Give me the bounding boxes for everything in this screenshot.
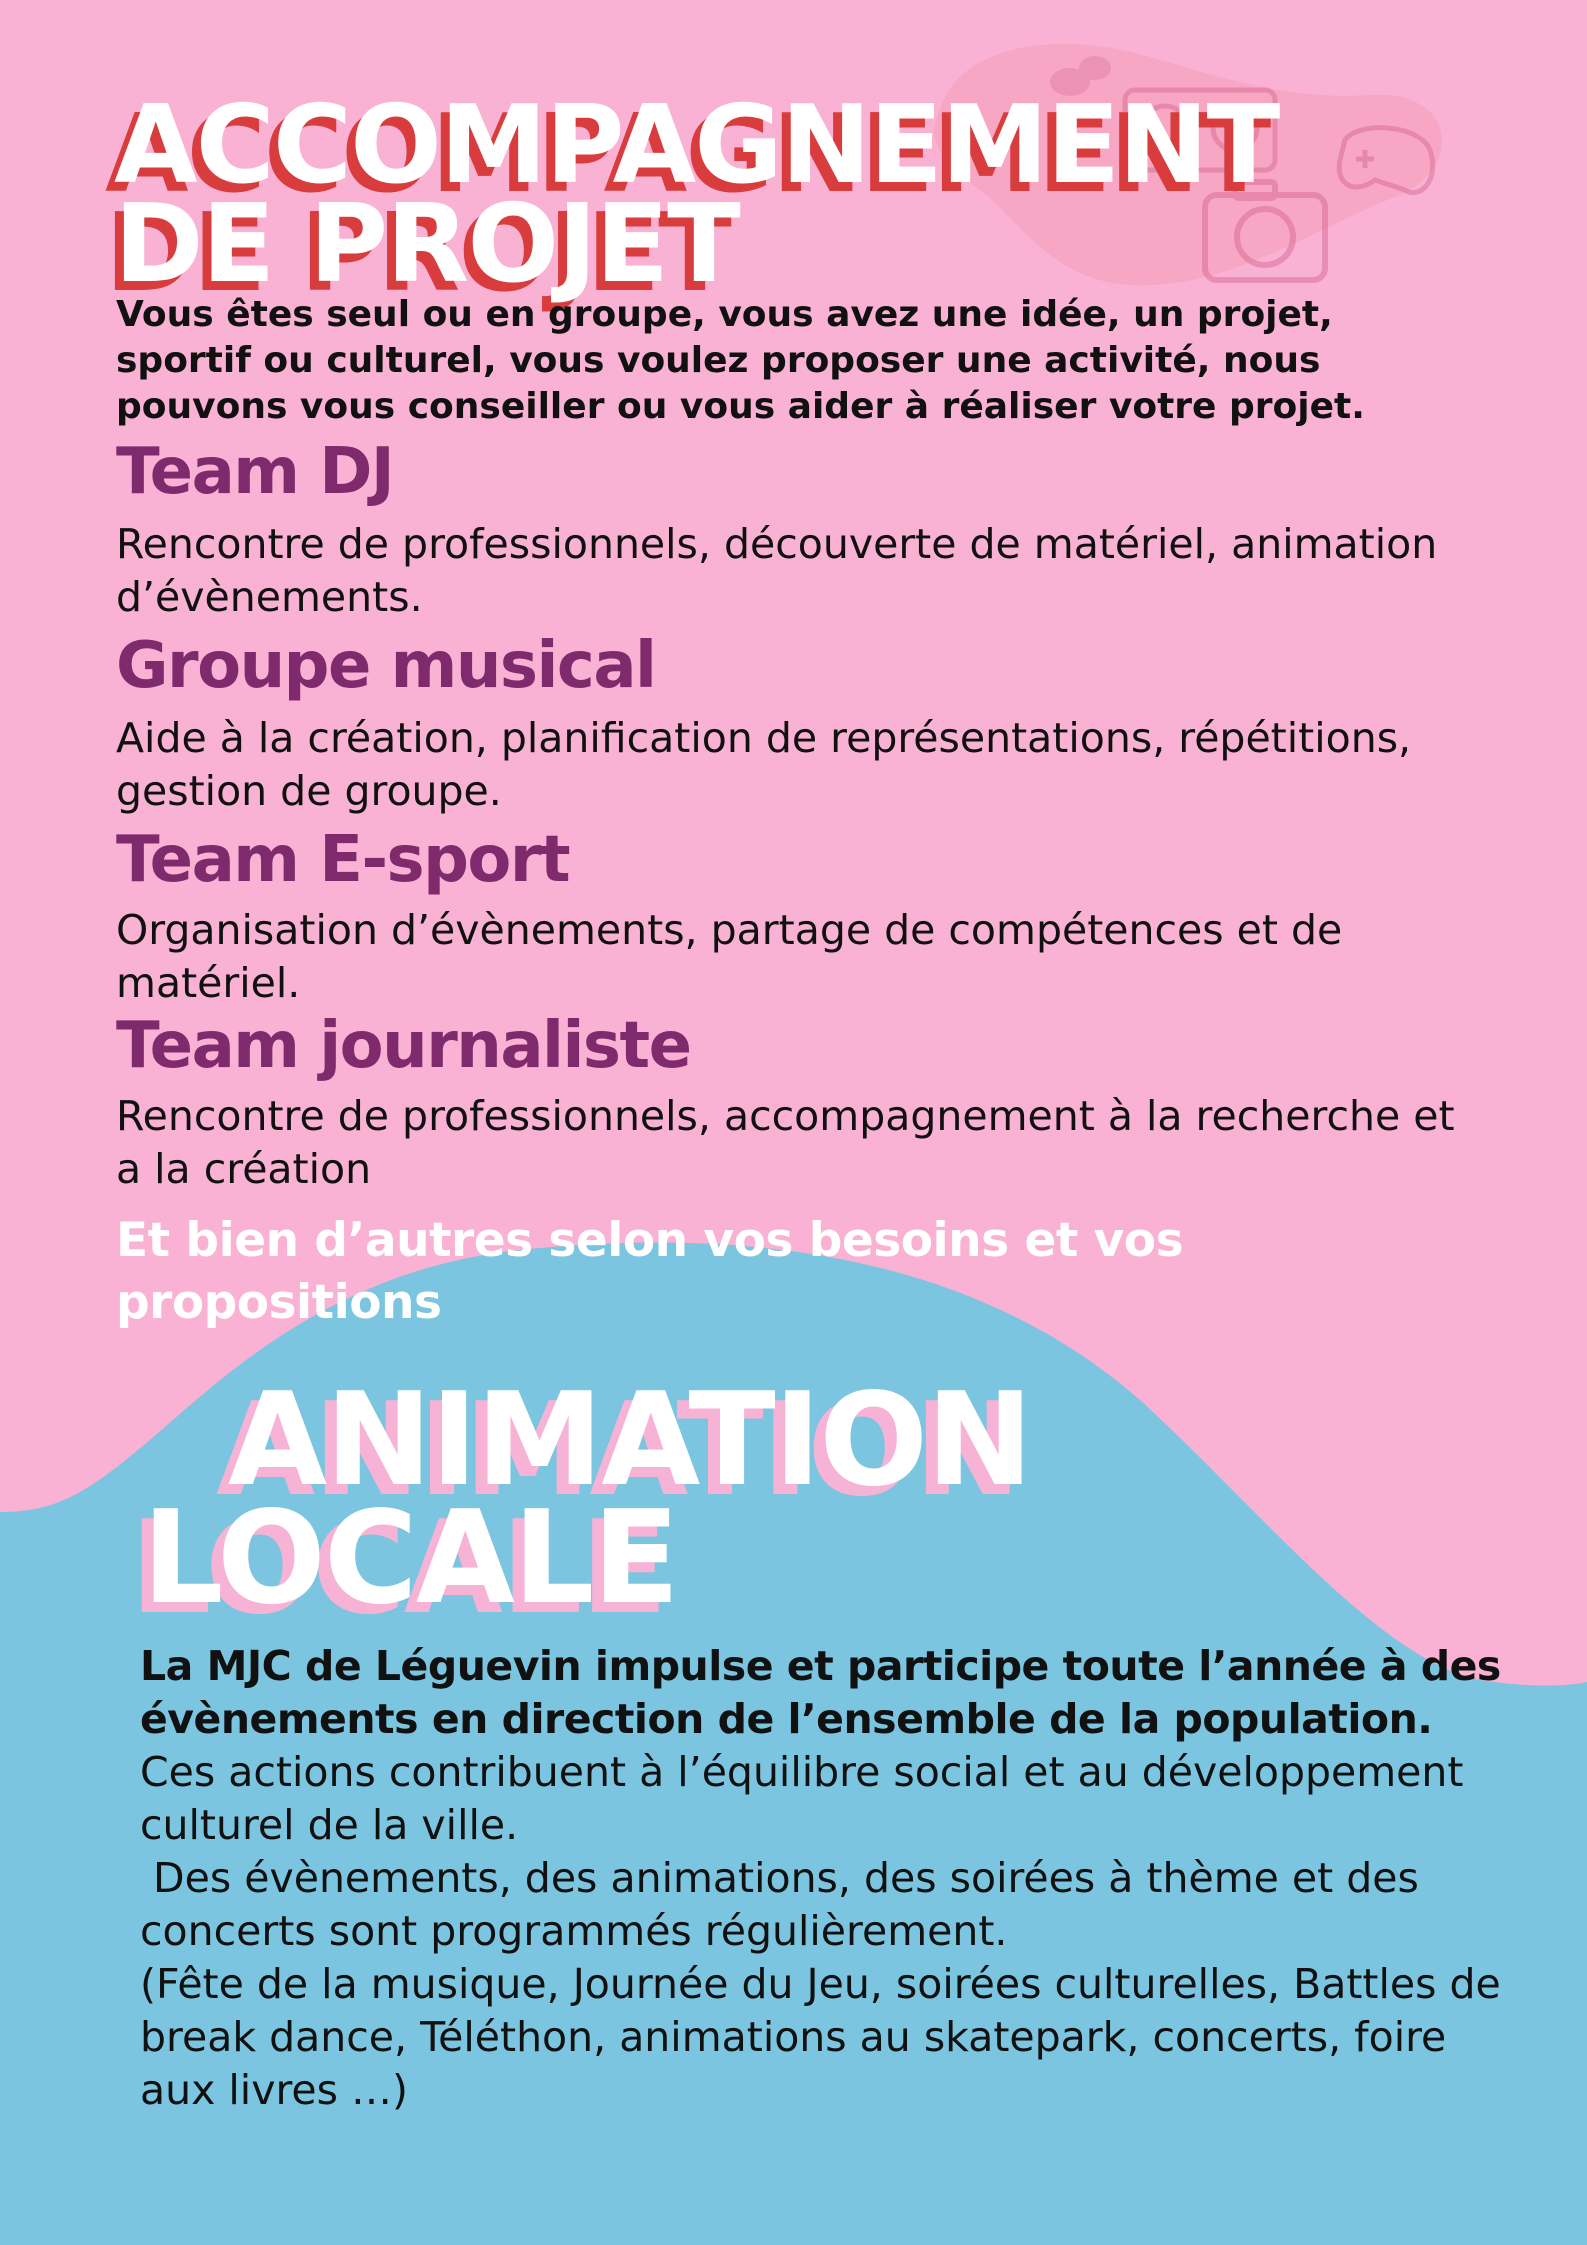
title-line-2: DE PROJET <box>114 182 739 308</box>
animation-paragraph-2: Des évènements, des animations, des soirées à thème et des concerts sont programmés régulièrement. <box>140 1854 1432 1955</box>
subtitle-team-dj: Team DJ <box>116 435 394 509</box>
title-line-2: LOCALE <box>142 1483 678 1633</box>
animation-paragraph-3: (Fête de la musique, Journée du Jeu, soirées culturelles, Battles de break dance, Téléthon, animations au skatepark, concerts, foire aux livres …) <box>140 1960 1501 2114</box>
title-line-1: ACCOMPAGNEMENT <box>114 83 1279 208</box>
desc-groupe-musical: Aide à la création, planification de représentations, répétitions, gestion de groupe. <box>116 714 1412 815</box>
desc-team-dj: Rencontre de professionnels, découverte de matériel, animation d’évènements. <box>116 520 1438 621</box>
animation-body <box>140 1640 1520 2117</box>
section-title-animation <box>142 1366 1032 1633</box>
title-line-1: ANIMATION <box>228 1366 1032 1515</box>
extra-callout: Et bien d’autres selon vos besoins et vos propositions <box>116 1213 1184 1330</box>
intro-text: Vous êtes seul ou en groupe, vous avez une idée, un projet, sportif ou culturel, vous voulez proposer une activité, nous pouvons vous conseiller ou vous aider à réaliser votre projet. <box>116 294 1365 427</box>
subtitle-groupe-musical: Groupe musical <box>116 629 656 703</box>
animation-bold-intro: La MJC de Léguevin impulse et participe toute l’année à des évènements en direction de l’ensemble de la population. <box>140 1642 1501 1743</box>
desc-team-esport: Organisation d’évènements, partage de compétences et de matériel. <box>116 906 1343 1007</box>
subtitle-team-journaliste: Team journaliste <box>116 1009 691 1083</box>
animation-paragraph-1: Ces actions contribuent à l’équilibre social et au développement culturel de la ville. <box>140 1748 1464 1849</box>
section-title-accompagnement <box>114 83 1279 308</box>
subtitle-team-esport: Team E-sport <box>116 823 570 897</box>
desc-team-journaliste: Rencontre de professionnels, accompagnement à la recherche et a la création <box>116 1092 1455 1193</box>
